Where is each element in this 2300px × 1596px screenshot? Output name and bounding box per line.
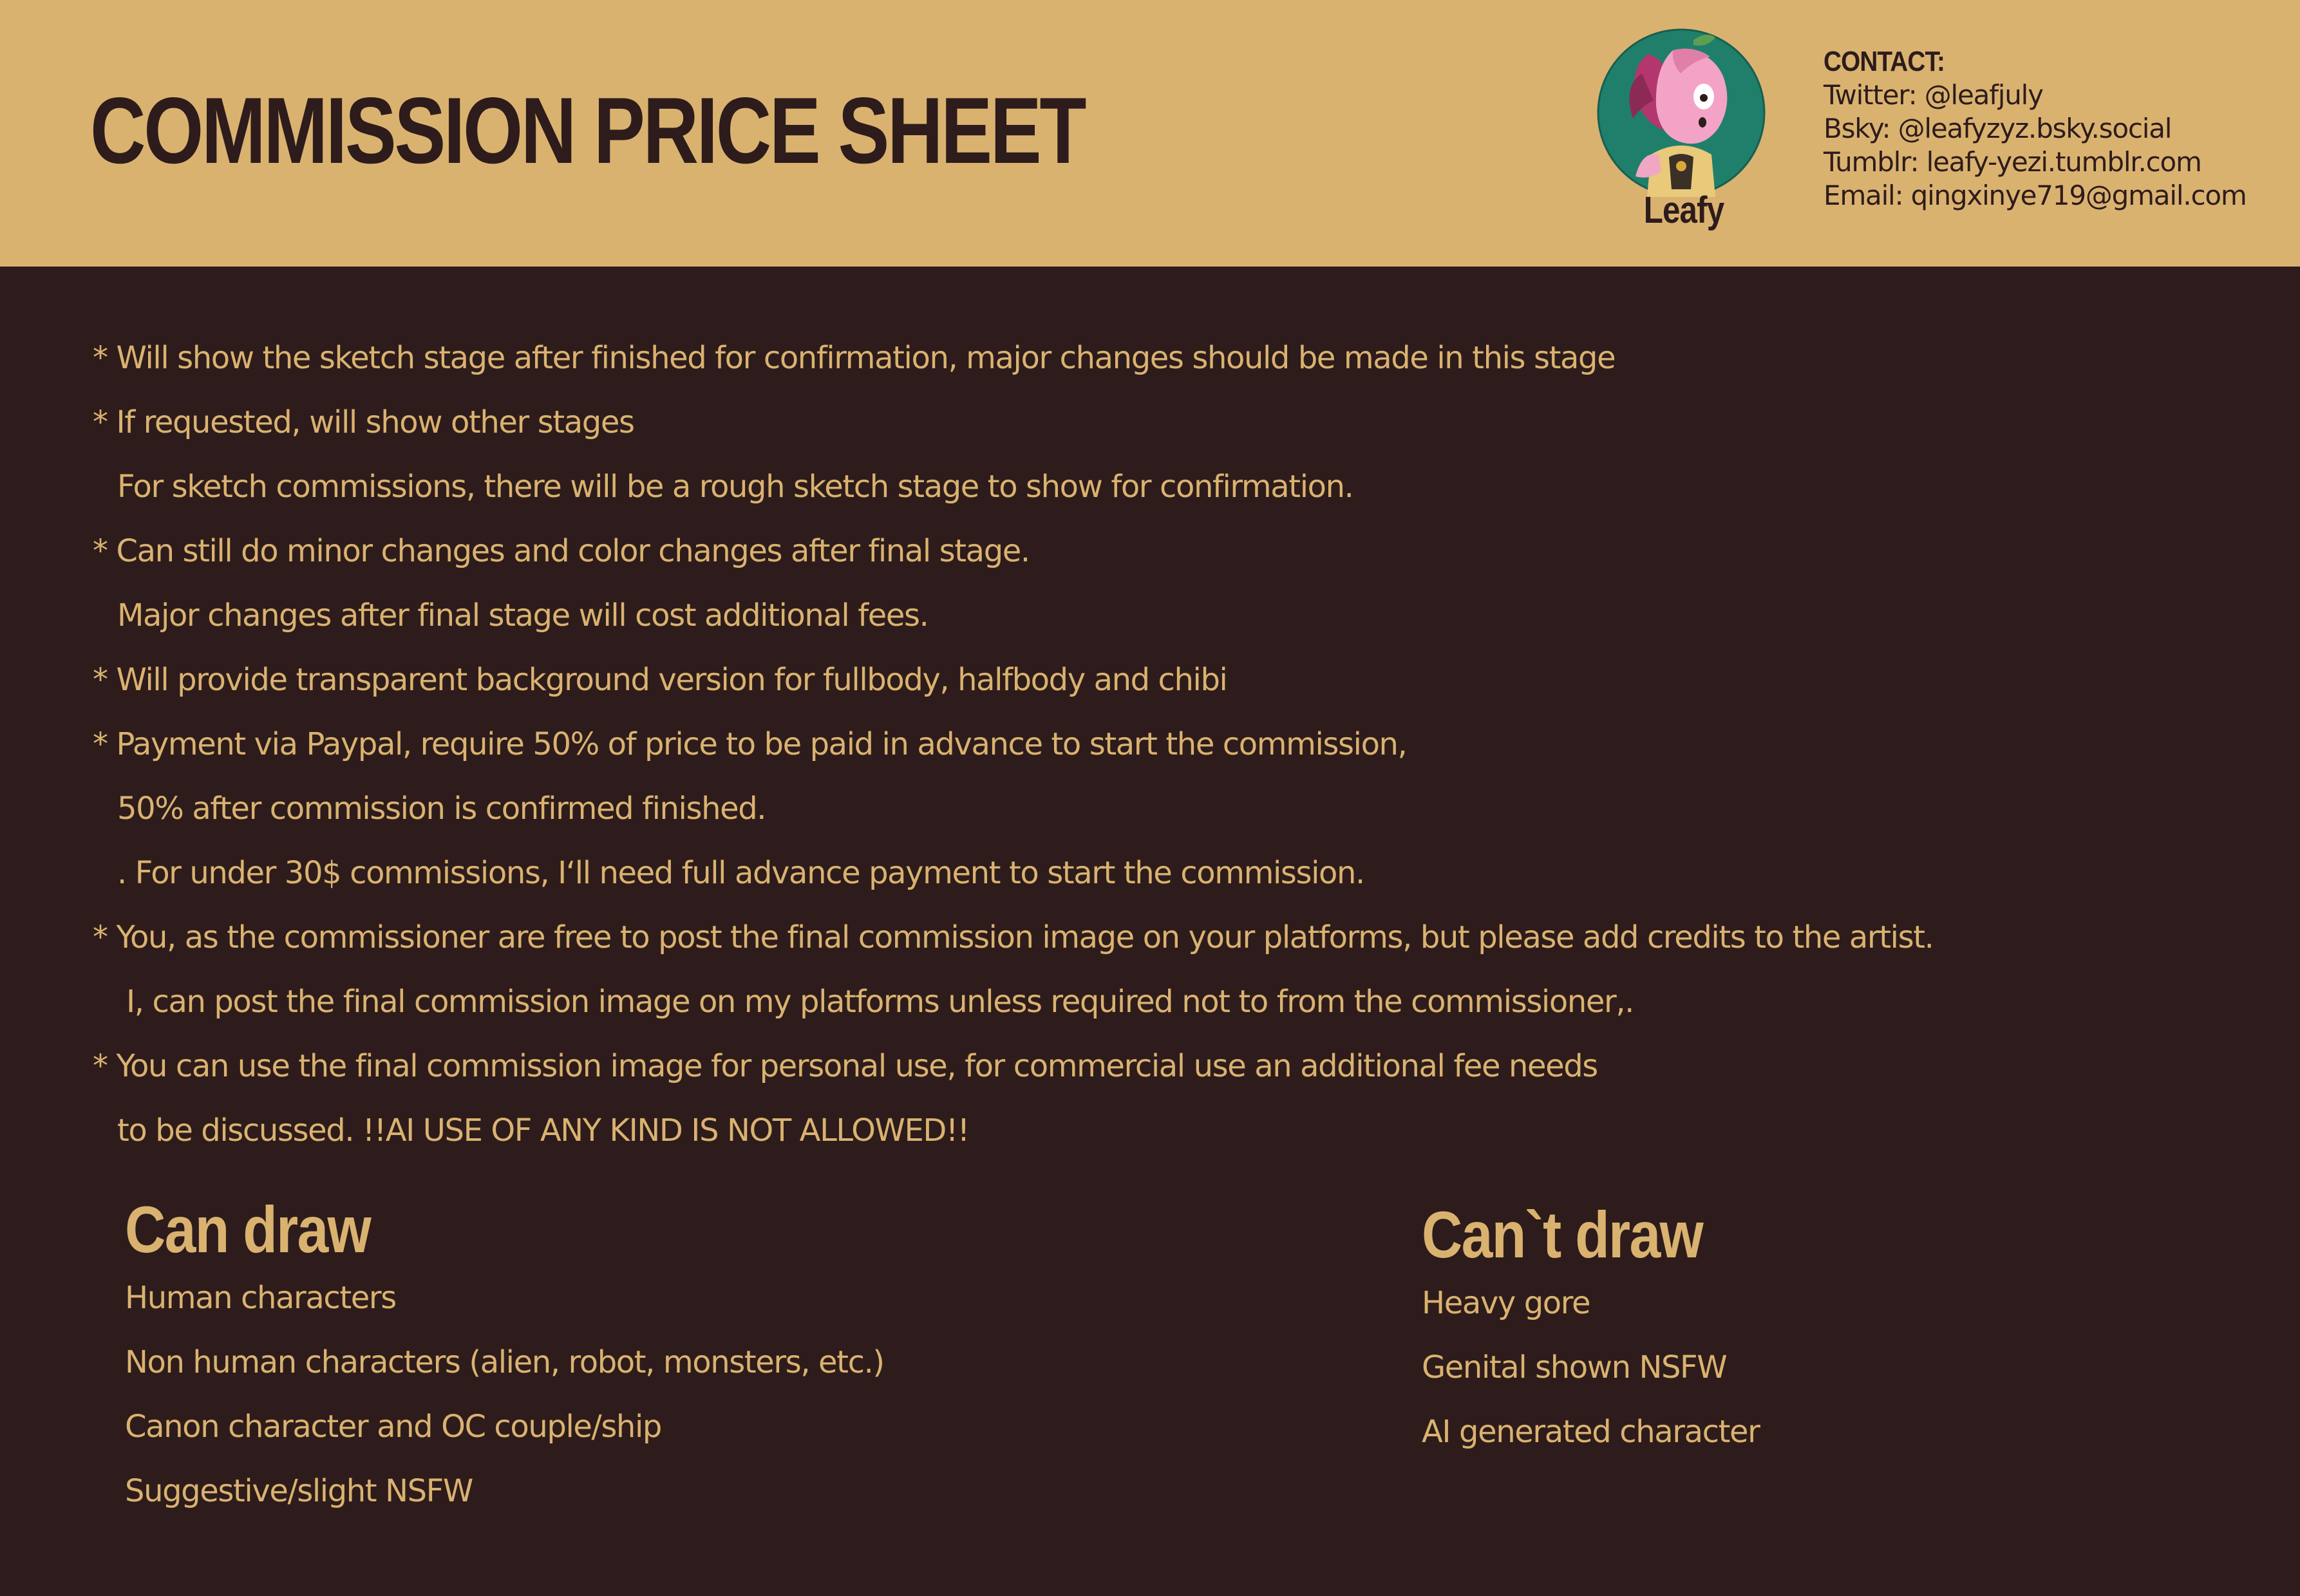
terms-line: * Can still do minor changes and color changes after final stage. [93,533,1030,569]
contact-heading: CONTACT: [1824,46,1945,77]
list-item: Canon character and OC couple/ship [125,1409,661,1445]
contact-email: Email: qingxinye719@gmail.com [1824,180,2247,211]
avatar-name: Leafy [1643,189,1724,231]
can-draw-heading: Can draw [125,1193,371,1266]
terms-line: * You, as the commissioner are free to post the final commission image on your platforms, but please add credits to the artist. [93,919,1934,955]
list-item: Non human characters (alien, robot, monsters, etc.) [125,1344,884,1380]
terms-line: * If requested, will show other stages [93,404,634,440]
terms-line: For sketch commissions, there will be a rough sketch stage to show for confirmation. [117,469,1353,505]
terms-line: . For under 30$ commissions, I‘ll need full advance payment to start the commission. [117,855,1364,891]
cant-draw-heading: Can`t draw [1422,1198,1703,1272]
can-draw-list [125,1266,884,1523]
contact-block [1824,45,2247,212]
terms-line: Major changes after final stage will cost additional fees. [117,597,928,634]
avatar [1597,28,1766,197]
list-item: AI generated character [1422,1414,1760,1450]
terms-list [93,326,1934,1163]
terms-line: to be discussed. !!AI USE OF ANY KIND IS NOT ALLOWED!! [117,1113,969,1149]
cant-draw-section [1422,1197,1759,1464]
contact-tumblr: Tumblr: leafy-yezi.tumblr.com [1824,146,2201,178]
terms-line: 50% after commission is confirmed finished. [117,791,766,827]
list-item: Human characters [125,1280,396,1316]
page-title: COMMISSION PRICE SHEET [90,78,1085,183]
contact-bsky: Bsky: @leafyzyz.bsky.social [1824,113,2172,144]
list-item: Genital shown NSFW [1422,1349,1727,1385]
terms-line: I, can post the final commission image on my platforms unless required not to from the commissioner,. [126,984,1634,1020]
cant-draw-list [1422,1271,1759,1464]
can-draw-section [125,1192,884,1523]
header-banner [0,0,2300,267]
terms-line: * You can use the final commission image for personal use, for commercial use an additional fee needs [93,1048,1598,1084]
list-item: Heavy gore [1422,1285,1590,1321]
contact-twitter: Twitter: @leafjuly [1824,79,2043,111]
terms-line: * Payment via Paypal, require 50% of price to be paid in advance to start the commission, [93,726,1407,762]
list-item: Suggestive/slight NSFW [125,1473,473,1509]
terms-line: * Will show the sketch stage after finished for confirmation, major changes should be made in this stage [93,340,1616,376]
terms-line: * Will provide transparent background version for fullbody, halfbody and chibi [93,662,1227,698]
